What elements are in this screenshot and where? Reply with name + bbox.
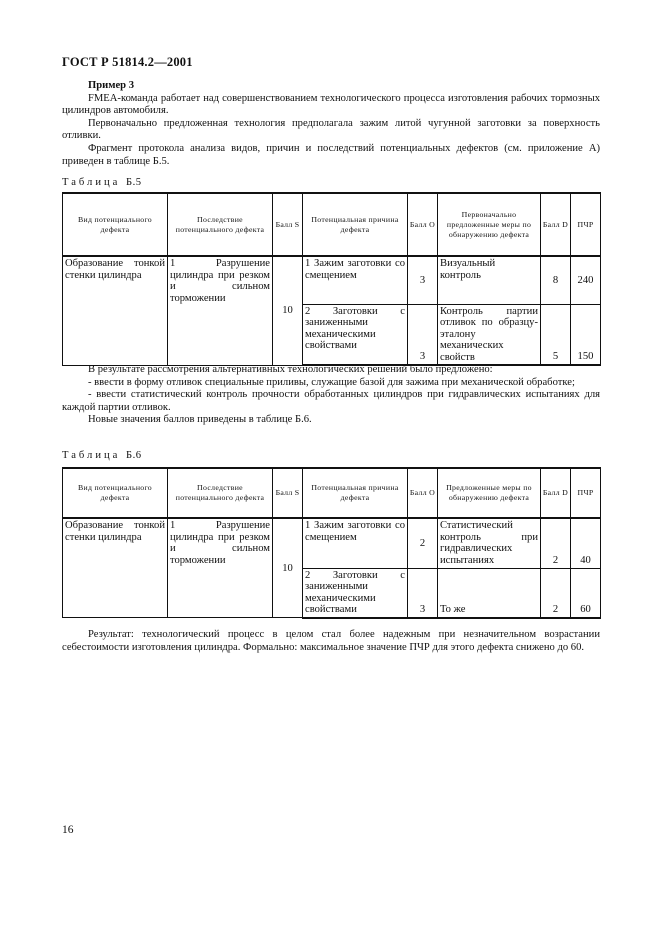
score-s: 10: [273, 256, 303, 365]
table-b6-header-defect: Вид потенциального дефекта: [63, 468, 168, 518]
middle-paragraph-3: - ввести статистический контроль прочности обработанных цилиндров при гидравлических испытаниях для каждой партии отливок.: [62, 389, 600, 413]
table-b5-caption: [62, 177, 142, 188]
detection-measure: Статистический контроль при гидравлических испытаниях: [440, 520, 538, 566]
table-b5-header-rpn: ПЧР: [571, 193, 601, 256]
detection-measure: Контроль партии отливок по образцу-эталону механических свойств: [440, 305, 538, 363]
middle-paragraph-4: Новые значения баллов приведены в таблице Б.6.: [88, 414, 312, 426]
table-b5-header-measures: Первоначально предложенные меры по обнаружению дефекта: [438, 193, 541, 256]
table-b5: [62, 192, 601, 366]
table-b5-header-consequence: Последствие потенциального дефекта: [168, 193, 273, 256]
score-d: 2: [541, 518, 571, 568]
score-o: 2: [408, 518, 438, 568]
example-title: Пример 3: [88, 80, 134, 91]
table-b5-caption-word: Таблица: [62, 177, 121, 188]
table-b6-header-s: Балл S: [273, 468, 303, 518]
table-b6-header-rpn: ПЧР: [571, 468, 601, 518]
intro-paragraph-2: Первоначально предложенная технология предполагала зажим литой чугунной заготовки за поверхность отливки.: [62, 117, 600, 142]
defect-consequence: 1 Разрушение цилиндра при резком и сильном торможении: [170, 258, 270, 304]
table-b6-header-cause: Потенциальная причина дефекта: [303, 468, 408, 518]
table-row: [63, 256, 601, 304]
detection-measure: Визуальный контроль: [440, 258, 496, 281]
table-b5-header-o: Балл O: [408, 193, 438, 256]
score-o: 3: [408, 256, 438, 304]
table-b5-caption-number: Б.5: [126, 177, 142, 188]
intro-section: [62, 80, 600, 168]
defect-type: Образование тонкой стенки цилиндра: [65, 258, 165, 281]
middle-paragraph-2: - ввести в форму отливок специальные приливы, служащие базой для зажима при механической обработке;: [88, 376, 575, 388]
detection-measure: То же: [440, 604, 466, 616]
score-o: 3: [408, 568, 438, 618]
table-b6-caption-number: Б.6: [126, 450, 142, 461]
score-o: 3: [408, 304, 438, 365]
defect-type: Образование тонкой стенки цилиндра: [65, 520, 165, 543]
rpn-value: 150: [571, 304, 601, 365]
table-b6-header-measures: Предложенные меры по обнаружению дефекта: [438, 468, 541, 518]
score-s: 10: [273, 518, 303, 618]
table-b5-header-cause: Потенциальная причина дефекта: [303, 193, 408, 256]
score-d: 8: [541, 256, 571, 304]
rpn-value: 40: [571, 518, 601, 568]
score-d: 5: [541, 304, 571, 365]
page-number: 16: [62, 824, 74, 836]
result-paragraph: Результат: технологический процесс в целом стал более надежным при незначительном возрастании себестоимости изготовления цилиндра. Формально: максимальное значение ПЧР для этого дефекта снижено до 60.: [62, 629, 600, 653]
intro-paragraph-3: Фрагмент протокола анализа видов, причин и последствий потенциальных дефектов (см. приложение А) приведен в таблице Б.5.: [62, 142, 600, 167]
table-b5-header-defect: Вид потенциального дефекта: [63, 193, 168, 256]
table-row: [63, 518, 601, 568]
rpn-value: 240: [571, 256, 601, 304]
rpn-value: 60: [571, 568, 601, 618]
table-b5-header-s: Балл S: [273, 193, 303, 256]
table-b6-header-d: Балл D: [541, 468, 571, 518]
standard-header: ГОСТ Р 51814.2—2001: [62, 55, 193, 69]
defect-cause: 1 Зажим заготовки со смещением: [305, 258, 405, 281]
middle-section: [62, 364, 600, 427]
defect-cause: 2 Заготовки с заниженными механическими свойствами: [305, 569, 405, 616]
score-d: 2: [541, 568, 571, 618]
table-b6: [62, 467, 601, 619]
defect-cause: 1 Зажим заготовки со смещением: [305, 520, 405, 543]
middle-paragraph-1: В результате рассмотрения альтернативных технологических решений было предложено:: [88, 364, 493, 375]
defect-cause: 2 Заготовки с заниженными механическими свойствами: [305, 305, 405, 352]
table-b6-caption-word: Таблица: [62, 450, 121, 461]
table-b6-caption: [62, 450, 142, 461]
table-b5-header-d: Балл D: [541, 193, 571, 256]
intro-paragraph-1: FMEA-команда работает над совершенствованием технологического процесса изготовления рабочих тормозных цилиндров автомобиля.: [62, 92, 600, 117]
defect-consequence: 1 Разрушение цилиндра при резком и сильном торможении: [170, 520, 270, 566]
table-b6-header-o: Балл O: [408, 468, 438, 518]
table-b6-header-consequence: Последствие потенциального дефекта: [168, 468, 273, 518]
result-section: [62, 629, 600, 654]
